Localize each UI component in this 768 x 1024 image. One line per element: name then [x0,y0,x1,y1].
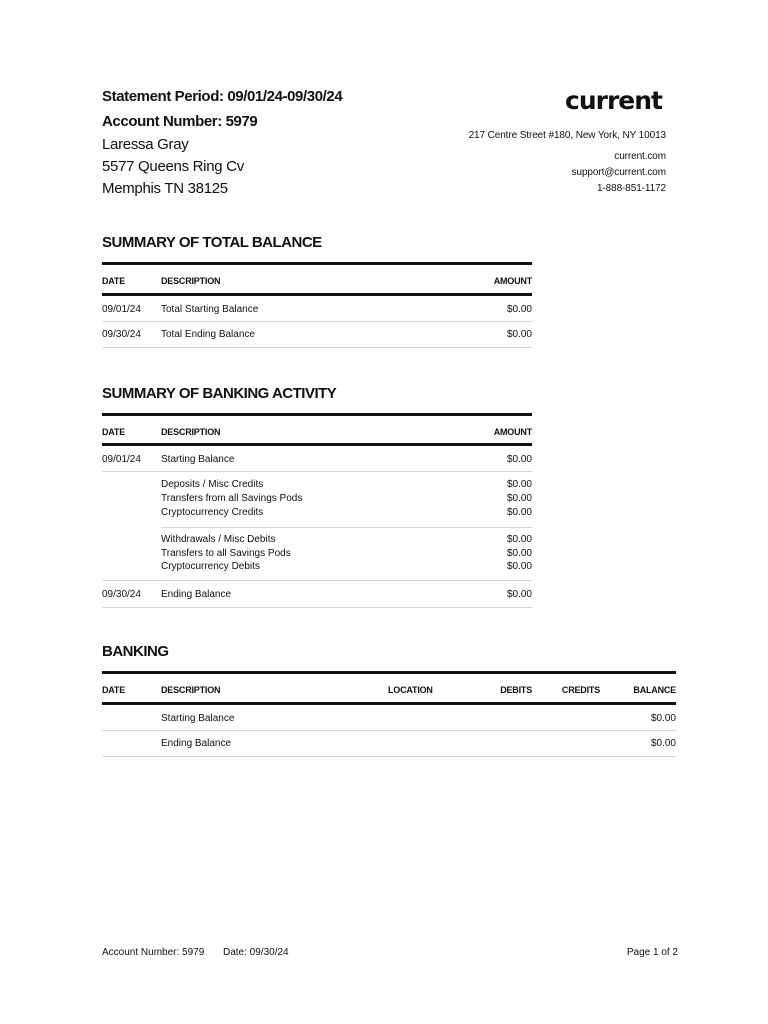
customer-address-line2: Memphis TN 38125 [102,180,228,197]
row-description: Ending Balance [161,589,232,600]
col-amount-header: AMOUNT [493,427,532,437]
row-divider [102,347,532,348]
row-amount: $0.00 [506,454,532,465]
credit-description: Cryptocurrency Credits [161,507,264,518]
row-description: Total Starting Balance [161,304,259,315]
banking-title: BANKING [102,643,169,660]
col-balance-header: BALANCE [633,685,676,695]
summary-total-title: SUMMARY OF TOTAL BALANCE [102,234,322,251]
summary-total-table [102,262,532,348]
table-header-row [102,265,532,293]
row-amount: $0.00 [506,304,532,315]
col-description-header: DESCRIPTION [161,427,221,437]
debit-amount: $0.00 [506,548,532,559]
col-location-header: LOCATION [388,685,433,695]
company-email: support@current.com [571,167,666,178]
row-balance: $0.00 [650,738,676,749]
row-date: 09/30/24 [102,329,141,340]
col-debits-header: DEBITS [500,685,532,695]
col-amount-header: AMOUNT [493,276,532,286]
credits-group [102,472,532,527]
col-date-header: DATE [102,427,126,437]
debit-amount: $0.00 [506,534,532,545]
customer-name: Laressa Gray [102,136,189,153]
col-description-header: DESCRIPTION [161,685,221,695]
col-credits-header: CREDITS [561,685,600,695]
table-header-row [102,416,532,443]
row-amount: $0.00 [506,329,532,340]
summary-activity-title: SUMMARY OF BANKING ACTIVITY [102,385,337,402]
customer-address-line1: 5577 Queens Ring Cv [102,158,244,175]
row-description: Total Ending Balance [161,329,255,340]
row-balance: $0.00 [650,713,676,724]
debit-description: Cryptocurrency Debits [161,561,260,572]
table-row [102,296,532,321]
table-row [102,581,532,607]
table-row [102,446,532,471]
row-description: Starting Balance [161,454,235,465]
row-date: 09/01/24 [102,454,141,465]
row-date: 09/30/24 [102,589,141,600]
footer-page-number: Page 1 of 2 [626,947,678,958]
banking-table [102,671,676,757]
company-logo: current [565,86,662,115]
debit-amount: $0.00 [506,561,532,572]
statement-period: Statement Period: 09/01/24-09/30/24 [102,88,343,105]
debits-group [102,528,532,580]
debit-description: Transfers to all Savings Pods [161,548,291,559]
table-header-row [102,674,676,702]
footer-account-number: Account Number: 5979 [102,947,205,958]
row-description: Ending Balance [161,738,232,749]
footer-date: Date: 09/30/24 [223,947,289,958]
row-divider [102,756,676,757]
col-date-header: DATE [102,685,126,695]
table-row [102,731,676,756]
row-divider [102,607,532,608]
row-description: Starting Balance [161,713,235,724]
company-phone: 1-888-851-1172 [596,183,666,194]
credit-amount: $0.00 [506,479,532,490]
credit-amount: $0.00 [506,507,532,518]
account-number: Account Number: 5979 [102,113,258,130]
company-website: current.com [614,151,666,162]
col-description-header: DESCRIPTION [161,276,221,286]
col-date-header: DATE [102,276,126,286]
credit-amount: $0.00 [506,493,532,504]
credit-description: Transfers from all Savings Pods [161,493,303,504]
table-row [102,322,532,347]
row-date: 09/01/24 [102,304,141,315]
row-amount: $0.00 [506,589,532,600]
debit-description: Withdrawals / Misc Debits [161,534,276,545]
credit-description: Deposits / Misc Credits [161,479,264,490]
summary-activity-table [102,413,532,608]
company-address: 217 Centre Street #180, New York, NY 10013 [468,130,666,141]
table-row [102,705,676,730]
